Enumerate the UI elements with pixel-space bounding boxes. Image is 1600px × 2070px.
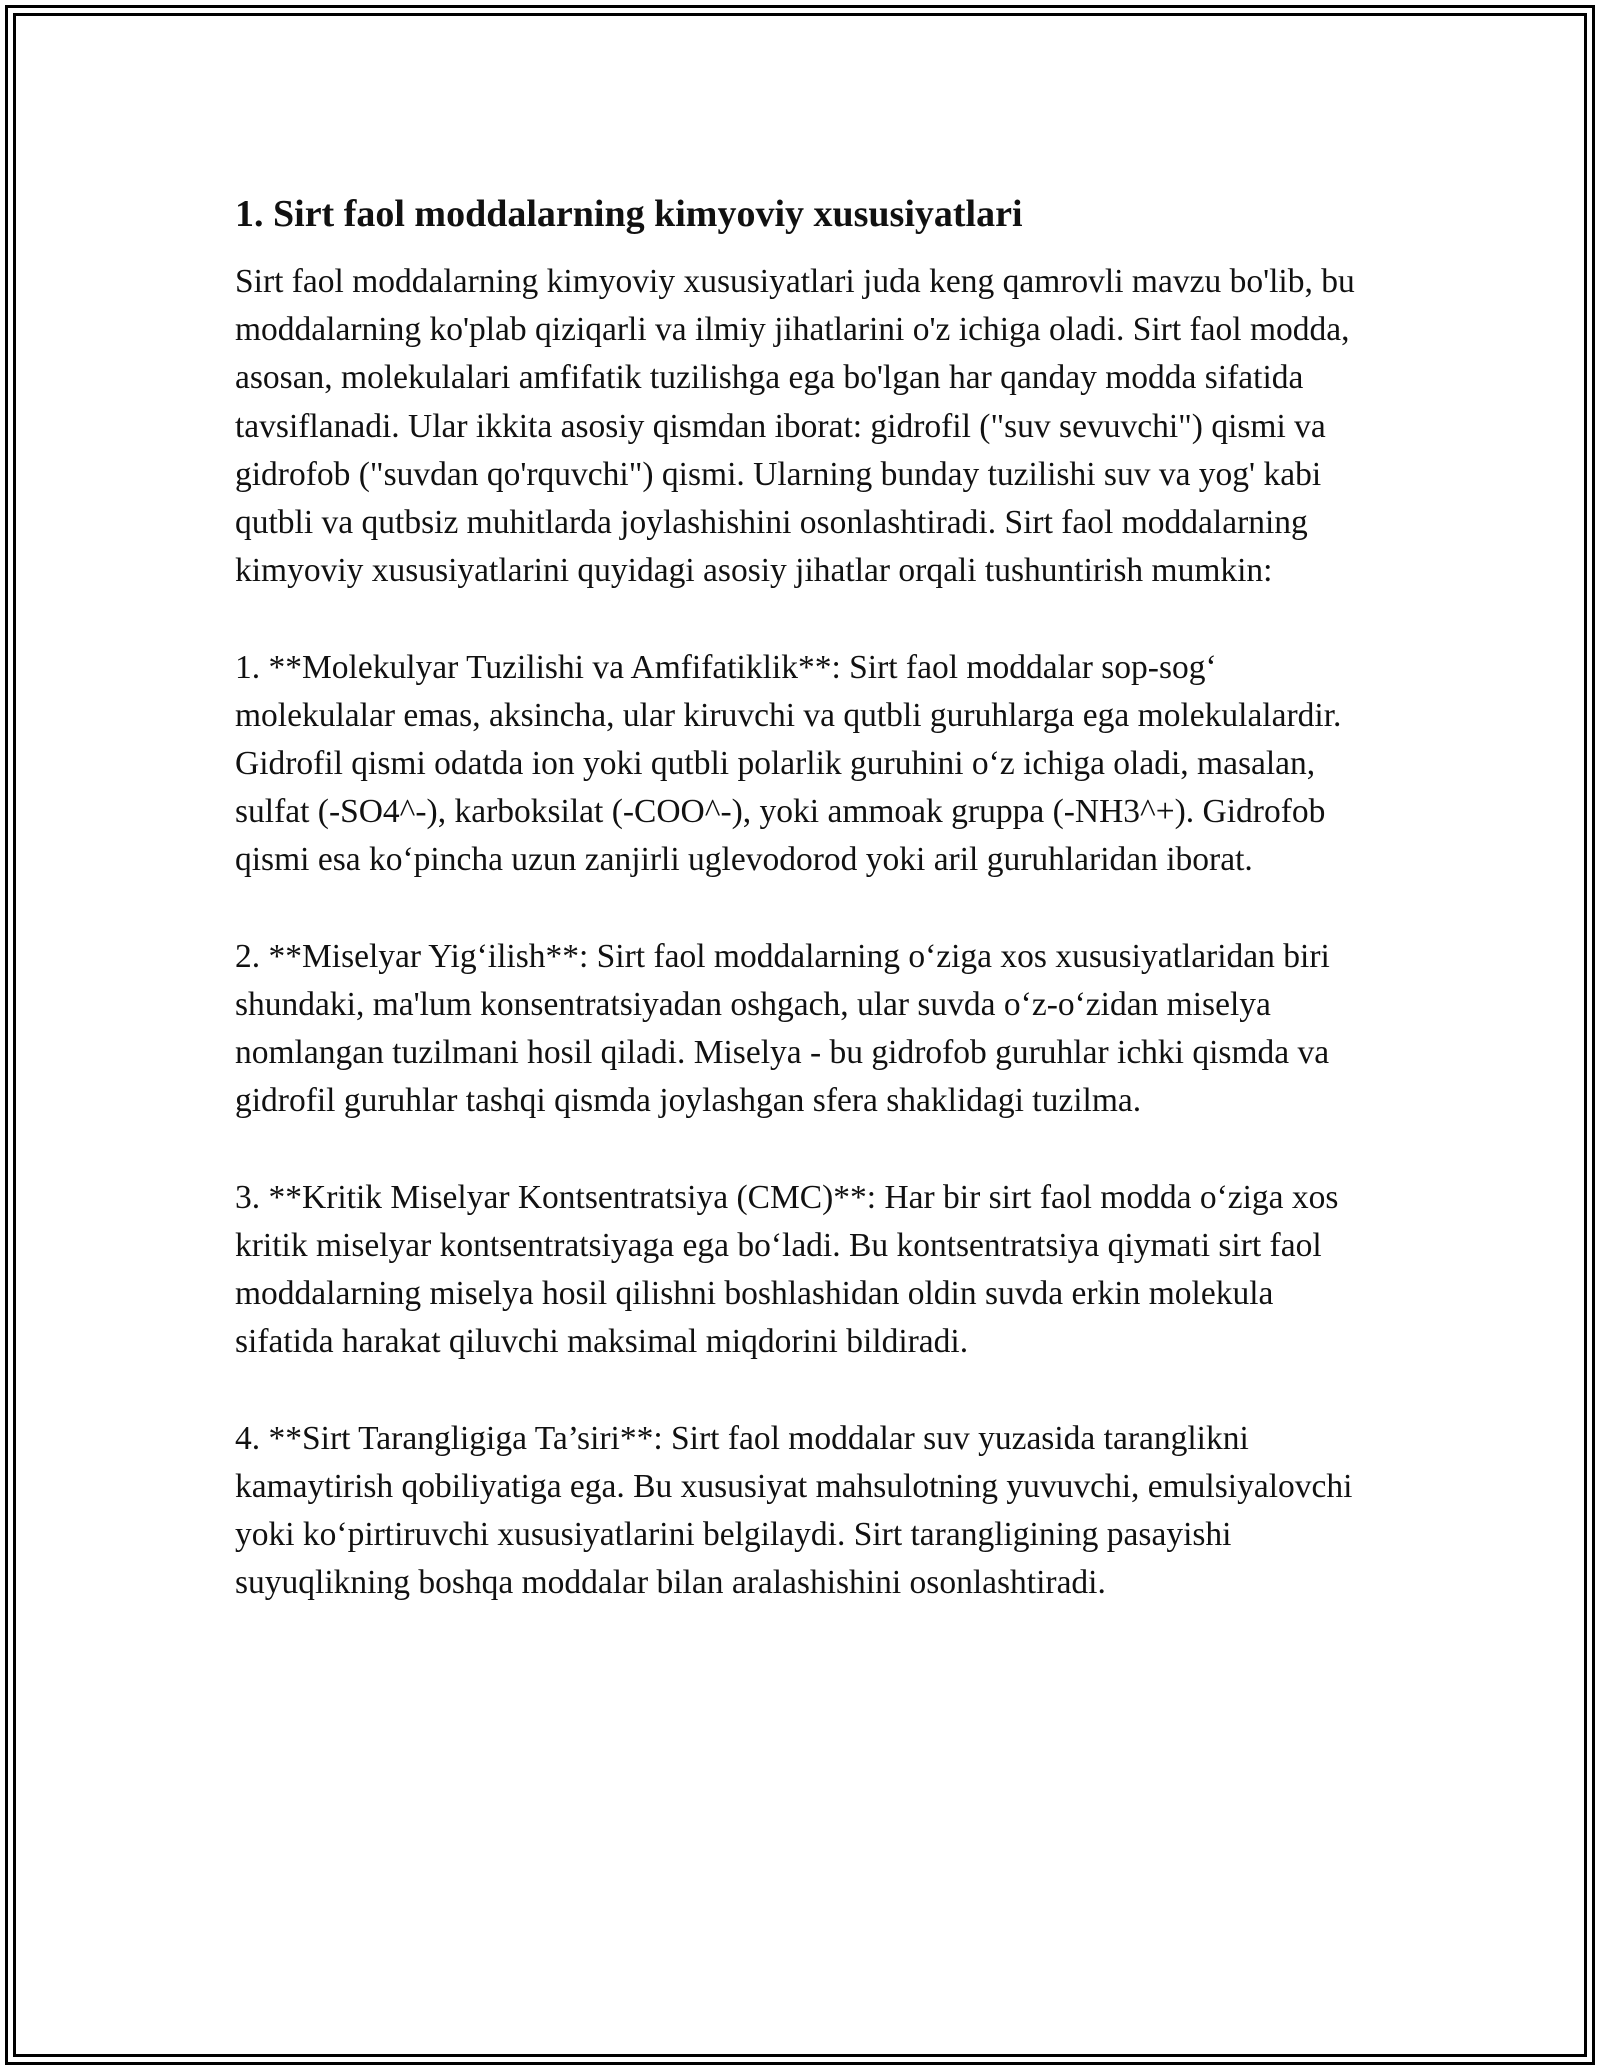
document-body <box>235 190 1375 1656</box>
intro-paragraph: Sirt faol moddalarning kimyoviy xususiyatlari juda keng qamrovli mavzu bo'lib, bu moddalarning ko'plab qiziqarli va ilmiy jihatlarini o'z ichiga oladi. Sirt faol modda, asosan, molekulalari amfifatik tuzilishga ega bo'lgan har qanday modda sifatida tavsiflanadi. Ular ikkita asosiy qismdan iborat: gidrofil ("suv sevuvchi") qismi va gidrofob ("suvdan qo'rquvchi") qismi. Ularning bunday tuzilishi suv va yog' kabi qutbli va qutbsiz muhitlarda joylashishini osonlashtiradi. Sirt faol moddalarning kimyoviy xususiyatlarini quyidagi asosiy jihatlar orqali tushuntirish mumkin: <box>235 263 1355 590</box>
point-2-paragraph: 2. **Miselyar Yig‘ilish**: Sirt faol moddalarning o‘ziga xos xususiyatlaridan biri shundaki, ma'lum konsentratsiyadan oshgach, ular suvda o‘z-o‘zidan miselya nomlangan tuzilmani hosil qiladi. Miselya - bu gidrofob guruhlar ichki qismda va gidrofil guruhlar tashqi qismda joylashgan sfera shaklidagi tuzilma. <box>235 937 1330 1120</box>
point-3-paragraph: 3. **Kritik Miselyar Kontsentratsiya (CMC)**: Har bir sirt faol modda o‘ziga xos kritik miselyar kontsentratsiyaga ega bo‘ladi. Bu kontsentratsiya qiymati sirt faol moddalarning miselya hosil qilishni boshlashidan oldin suvda erkin molekula sifatida harakat qiluvchi maksimal miqdorini bildiradi. <box>235 1178 1339 1361</box>
point-4-paragraph: 4. **Sirt Tarangligiga Ta’siri**: Sirt faol moddalar suv yuzasida taranglikni kamaytirish qobiliyatiga ega. Bu xususiyat mahsulotning yuvuvchi, emulsiyalovchi yoki ko‘pirtiruvchi xususiyatlarini belgilaydi. Sirt tarangligining pasayishi suyuqlikning boshqa moddalar bilan aralashishini osonlashtiradi. <box>235 1419 1353 1602</box>
section-heading: 1. Sirt faol moddalarning kimyoviy xususiyatlari <box>235 193 1023 235</box>
point-1-paragraph: 1. **Molekulyar Tuzilishi va Amfifatiklik**: Sirt faol moddalar sop-sog‘ molekulalar emas, aksincha, ular kiruvchi va qutbli guruhlarga ega molekulalardir. Gidrofil qismi odatda ion yoki qutbli polarlik guruhini o‘z ichiga oladi, masalan, sulfat (-SO4^-), karboksilat (-COO^-), yoki ammoak gruppa (-NH3^+). Gidrofob qismi esa ko‘pincha uzun zanjirli uglevodorod yoki aril guruhlaridan iborat. <box>235 648 1342 879</box>
